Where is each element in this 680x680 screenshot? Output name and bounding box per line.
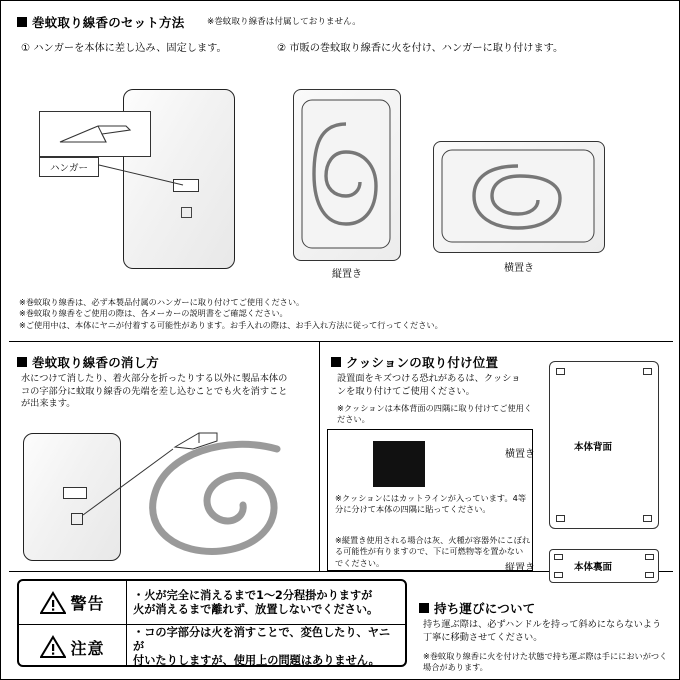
cushion-corner <box>643 368 652 375</box>
coil-spiral-large-icon <box>127 431 307 561</box>
section-title-setup <box>17 13 184 31</box>
setup-note-1: ※巻蚊取り線香は、必ず本製品付属のハンガーに取り付けてご使用ください。 <box>19 297 305 307</box>
panel-bottom-label: 本体裏面 <box>574 562 613 573</box>
divider-top <box>9 341 673 342</box>
cushion-corner <box>645 554 654 560</box>
panel-back-label: 本体背面 <box>574 442 613 453</box>
section-title-carry <box>419 599 535 617</box>
section-title-cushion <box>331 353 498 371</box>
cushion-corner <box>645 572 654 578</box>
bullet-square-icon <box>331 357 341 367</box>
extinguish-text: 水につけて消したり、着火部分を折ったりする以外に製品本体のコの字部分に蚊取り線香の先端を差し込むことでも火を消すことが出来ます。 <box>21 373 288 410</box>
cushion-corner <box>554 554 563 560</box>
coil-spiral-vertical-icon <box>294 90 398 258</box>
cushion-cutline-note: ※クッションにはカットラインが入っています。4等分に分けて本体の四隅に貼ってください。 <box>335 493 527 515</box>
divider-middle-vertical <box>319 341 320 571</box>
warning-box <box>17 579 407 667</box>
warning-triangle-icon <box>40 591 66 615</box>
cushion-quarter <box>401 441 426 463</box>
setup-note-2: ※巻蚊取り線香をご使用の際は、各メーカーの説明書をご確認ください。 <box>19 308 288 319</box>
caution-text <box>127 626 405 667</box>
setup-disclaimer: ※巻蚊取り線香は付属しておりません。 <box>207 17 361 27</box>
warning-text-line-1: ・火が完全に消えるまで1～2分程掛かりますが <box>133 588 373 602</box>
cushion-corner <box>556 368 565 375</box>
warning-text-line-2: 火が消えるまで離れず、放置しないでください。 <box>133 602 379 616</box>
cushion-corner <box>554 572 563 578</box>
bullet-square-icon <box>419 603 429 613</box>
hanger-leader-line <box>97 159 187 189</box>
caution-row <box>19 625 405 667</box>
tray-horizontal-illustration <box>433 141 605 253</box>
cushion-corner <box>643 515 652 522</box>
hanger-shape-icon <box>40 112 150 156</box>
carry-text: 持ち運ぶ際は、必ずハンドルを持って斜めにならないよう丁寧に移動させてください。 <box>423 619 662 643</box>
caption-horizontal: 横置き <box>504 263 534 274</box>
warning-text <box>127 589 384 617</box>
section-title-carry-label: 持ち運びについて <box>434 601 536 616</box>
large-coil-illustration <box>127 431 307 561</box>
bullet-square-icon <box>17 357 27 367</box>
bullet-square-icon <box>17 17 27 27</box>
hanger-callout-box <box>39 111 151 157</box>
warning-word: 警告 <box>70 594 105 613</box>
warning-row <box>19 581 405 625</box>
cushion-quarter <box>373 466 398 488</box>
section-title-extinguish <box>17 353 159 371</box>
section-title-extinguish-label: 巻蚊取り線香の消し方 <box>32 355 160 370</box>
cushion-quarter <box>401 466 426 488</box>
setup-note-3: ※ご使用中は、本体にヤニが付着する可能性があります。お手入れの際は、お手入れ方法に従って行ってください。 <box>19 319 443 330</box>
cushion-spill-note: ※縦置き使用される場合は灰、火種が容器外にこぼれる可能性が有りますので、下に可燃物等を置かないでください。 <box>335 535 531 568</box>
caution-text-line-2: 付いたりしますが、使用上の問題はありません。 <box>133 654 380 667</box>
cushion-label-vertical: 縦置き <box>505 563 535 574</box>
cushion-corner <box>556 515 565 522</box>
hanger-label: ハンガー <box>39 157 99 177</box>
caution-label-group <box>19 625 127 667</box>
caution-text-line-1: ・コの字部分は火を消すことで、変色したり、ヤニが <box>133 626 391 653</box>
cushion-label-horizontal: 横置き <box>505 449 535 460</box>
cushion-text: 設置面をキズつける恐れがあるは、クッションを取り付けてご使用ください。 <box>337 373 521 397</box>
warning-label-group <box>19 581 127 624</box>
device-logo-mark <box>181 207 192 218</box>
setup-notes <box>19 297 659 331</box>
tray-vertical-illustration <box>293 89 401 261</box>
cushion-square-icon <box>373 441 425 487</box>
section-title-setup-label: 巻蚊取り線香のセット方法 <box>32 15 185 30</box>
step-1-text: ① ハンガーを本体に差し込み、固定します。 <box>21 43 227 54</box>
cushion-quarter <box>373 441 398 463</box>
section-title-cushion-label: クッションの取り付け位置 <box>346 355 499 370</box>
coil-spiral-horizontal-icon <box>434 142 602 250</box>
caution-word: 注意 <box>70 638 105 658</box>
caution-triangle-icon <box>40 635 66 659</box>
carry-note: ※巻蚊取り線香に火を付けた状態で持ち運ぶ際は手ににおいがつく場合があります。 <box>423 651 668 673</box>
step-2-text: ② 市販の巻蚊取り線香に火を付け、ハンガーに取り付けます。 <box>277 43 564 54</box>
cushion-note: ※クッションは本体背面の四隅に取り付けてご使用ください。 <box>337 403 533 425</box>
caption-vertical: 縦置き <box>332 269 362 280</box>
